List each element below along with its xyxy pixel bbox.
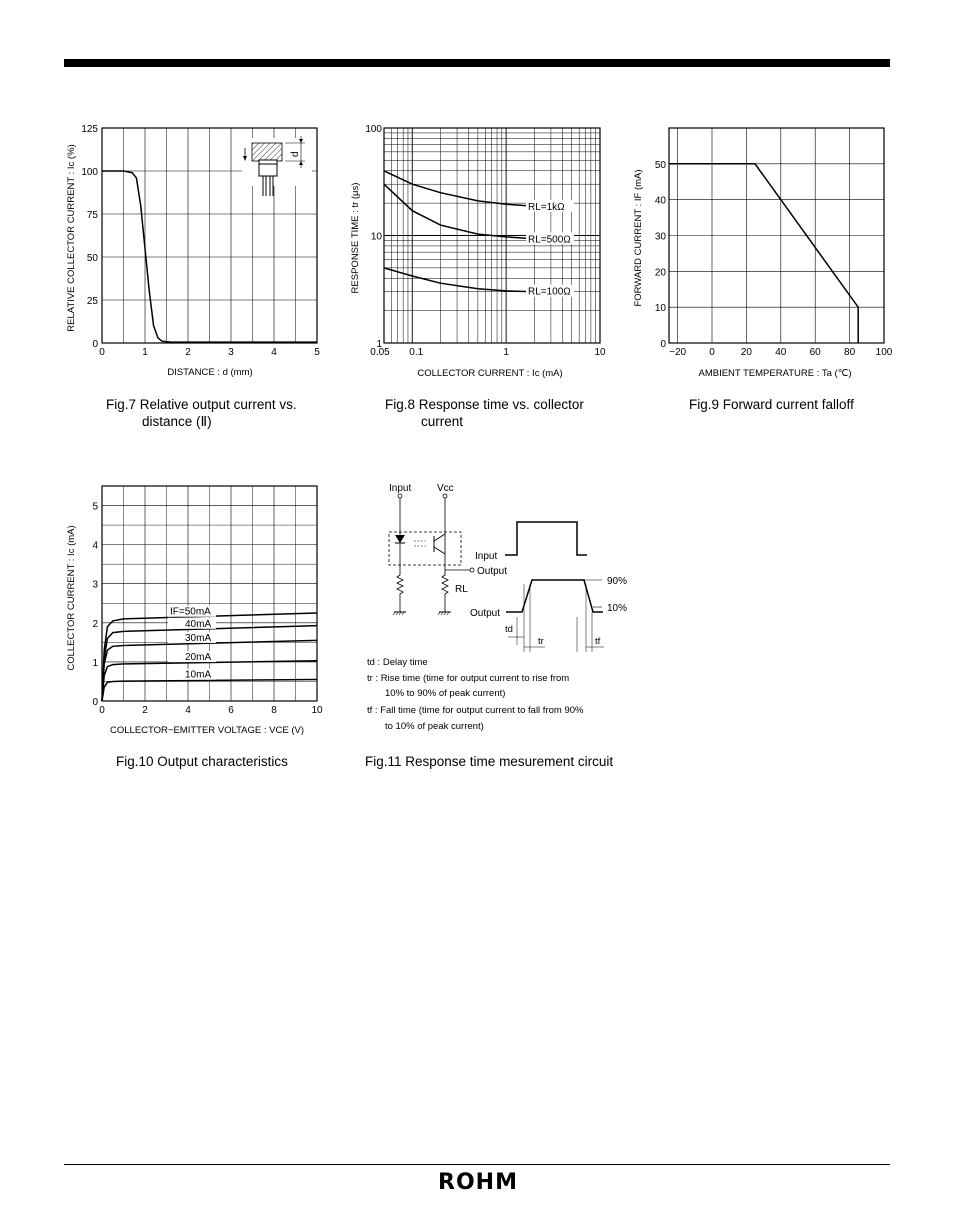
fig8-x-axis-label: COLLECTOR CURRENT : Ic (mA) [417,368,563,379]
fig8-curve [384,268,551,292]
fig7-y-tick-label: 25 [86,296,98,307]
fig7-inset-label: d [290,151,301,157]
fig9-y-tick-label: 0 [660,339,666,350]
fig11-waveforms [470,522,627,652]
fig8-caption-line1: Fig.8 Response time vs. collector [385,397,584,412]
fig9 [633,128,893,412]
fig11-note-td: td : Delay time [367,657,428,668]
fig8-series-label: RL=500Ω [528,234,571,246]
fig11-note-tf-cont: to 10% of peak current) [385,721,484,732]
fig10-series-label: 30mA [185,632,212,644]
fig9-x-tick-label: 100 [875,347,893,358]
fig9-y-tick-label: 20 [654,267,666,279]
fig10-x-axis-label: COLLECTOR−EMITTER VOLTAGE : VCE (V) [110,725,304,736]
fig10-series-label: 10mA [185,669,212,681]
fig7-caption-line1: Fig.7 Relative output current vs. [106,397,297,412]
fig10-series-label: 20mA [185,652,212,664]
rohm-logo [432,1168,524,1194]
fig11-caption-line1: Fig.11 Response time mesurement circuit [365,754,614,769]
bottom-rule [64,1164,890,1165]
fig8-y-tick-label: 100 [365,124,382,135]
fig7-x-axis-label: DISTANCE : d (mm) [167,367,253,378]
fig11-input-label: Input [389,483,412,494]
fig8-y-axis-label: RESPONSE TIME : tr (μs) [350,182,361,294]
fig9-grid [669,128,884,343]
fig9-x-axis-label: AMBIENT TEMPERATURE : Ta (℃) [698,368,852,379]
fig9-x-tick-label: 0 [709,347,715,358]
fig10-y-tick-label: 4 [92,540,98,552]
fig11-wave-input-label: Input [475,551,498,562]
fig7-x-tick-label: 3 [228,347,234,358]
fig8-series-labels [526,200,574,298]
fig7-y-tick-label: 50 [86,253,98,264]
fig10-caption-line1: Fig.10 Output characteristics [116,754,288,769]
fig9-y-tick-label: 30 [654,231,666,243]
fig11-td-label: td [505,624,513,635]
fig10-x-tick-labels [99,705,323,716]
fig11-tr-label: tr [538,636,544,647]
fig9-y-tick-labels [655,160,667,350]
fig7-y-axis-label: RELATIVE COLLECTOR CURRENT : Ic (%) [66,144,77,332]
fig9-y-tick-label: 40 [654,195,666,207]
fig11-note-tr-cont: 10% to 90% of peak current) [385,688,506,699]
fig10-x-tick-label: 0 [99,705,105,716]
fig8-caption-line2: current [421,414,464,429]
fig7-x-tick-label: 4 [271,347,277,358]
fig10-y-tick-label: 5 [92,501,98,513]
fig7-y-tick-label: 100 [81,167,98,178]
fig7-y-tick-labels [81,124,98,350]
fig8-x-tick-label: 10 [594,347,606,358]
fig9-series [669,164,858,343]
fig9-caption-line1: Fig.9 Forward current falloff [689,397,854,412]
fig8-y-tick-labels [365,124,382,350]
fig11-level-low-label: 10% [607,603,628,614]
fig7-y-tick-label: 0 [92,339,98,350]
fig10-y-tick-label: 1 [92,657,98,669]
fig10-series-labels [168,606,216,681]
fig11-notes [367,657,584,732]
fig7-x-tick-label: 1 [142,347,148,358]
fig9-x-tick-label: 20 [740,347,752,358]
fig10-series-label: 40mA [185,618,212,630]
fig10-y-tick-label: 2 [92,618,98,630]
fig11-output-label: Output [477,566,508,577]
fig11 [365,483,627,769]
fig9-x-tick-label: 40 [775,347,787,358]
fig9-x-tick-labels [669,347,893,358]
fig8-y-tick-label: 10 [370,231,382,243]
fig8-series-label: RL=1kΩ [528,201,565,213]
fig7-x-tick-label: 2 [185,347,191,358]
fig8-x-tick-label: 0.05 [370,347,390,358]
rohm-logo-text: ROHM [438,1170,518,1194]
fig10-series-label: IF=50mA [170,606,211,618]
fig10-x-tick-label: 2 [142,705,148,716]
fig7-y-tick-label: 75 [86,210,98,221]
fig10-x-tick-label: 10 [311,705,323,716]
fig10-x-tick-label: 6 [228,705,234,716]
fig8-x-tick-label: 1 [503,347,509,358]
fig7-caption-line2: distance (Ⅱ) [142,414,212,429]
fig10-y-axis-label: COLLECTOR CURRENT : Ic (mA) [66,525,77,671]
fig10-x-tick-label: 4 [185,705,191,716]
fig11-note-tr: tr : Rise time (time for output current to rise from [367,673,570,684]
fig11-tf-label: tf [595,636,601,647]
fig9-x-tick-label: 80 [844,347,856,358]
fig10 [66,486,323,769]
fig11-circuit [389,483,507,615]
fig10-y-tick-label: 0 [92,697,98,708]
fig8-x-tick-label: 0.1 [409,347,424,358]
fig9-curve [669,164,858,343]
fig7-x-tick-labels [99,347,320,358]
fig7-x-tick-label: 0 [99,347,105,358]
fig11-wave-output-label: Output [470,608,501,619]
fig8-curve [384,184,551,239]
fig8-y-tick-label: 1 [376,339,382,350]
fig8-series [384,171,551,292]
fig7-x-tick-label: 5 [314,347,320,358]
fig9-x-tick-label: 60 [809,347,821,358]
fig9-y-tick-label: 50 [654,159,666,171]
fig9-y-tick-label: 10 [654,303,666,315]
fig11-rl-label: RL [455,584,468,595]
fig10-x-tick-label: 8 [271,705,277,716]
fig10-y-tick-labels [92,502,98,708]
fig9-y-axis-label: FORWARD CURRENT : IF (mA) [633,169,644,307]
fig9-x-tick-label: −20 [669,347,687,358]
fig8-series-label: RL=100Ω [528,286,571,298]
fig8-curve [384,171,551,207]
fig7 [66,124,320,429]
fig7-y-tick-label: 125 [81,124,98,135]
fig11-level-high-label: 90% [607,576,628,587]
fig11-note-tf: tf : Fall time (time for output current to fall from 90% [367,705,584,716]
fig8 [350,124,606,429]
fig11-vcc-label: Vcc [437,483,454,494]
fig8-x-tick-labels [370,347,606,358]
fig10-y-tick-label: 3 [92,579,98,591]
